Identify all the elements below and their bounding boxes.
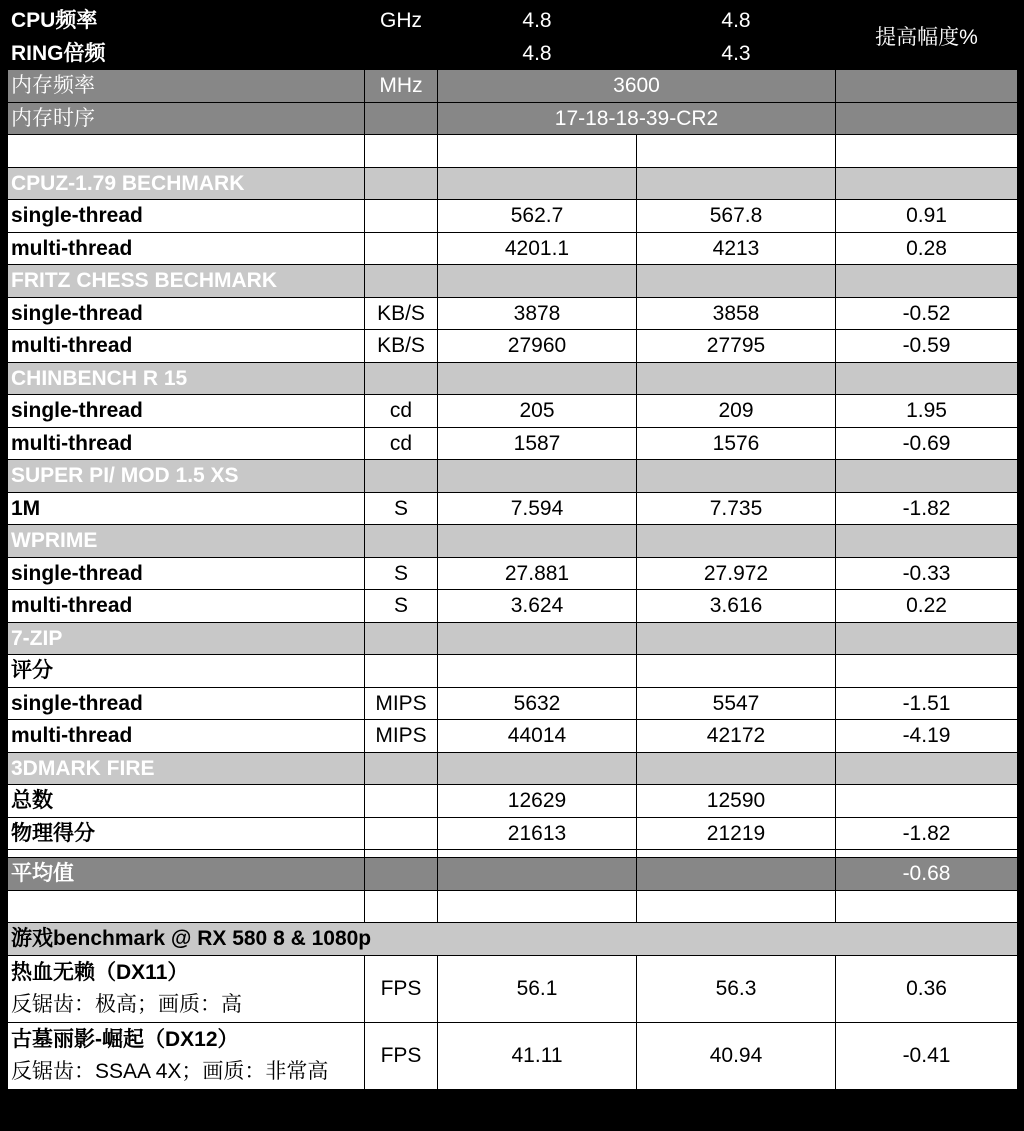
unit-cell: [365, 785, 438, 818]
value-b-cell: 56.3: [637, 955, 836, 1022]
header-row-cpu: [8, 5, 1018, 38]
value-b-cell: [637, 362, 836, 395]
row-label: 内存时序: [8, 102, 365, 135]
row-label: single-thread: [8, 395, 365, 428]
pct-cell: [836, 70, 1018, 103]
row-label: single-thread: [8, 687, 365, 720]
unit-cell: [365, 752, 438, 785]
pct-cell: 0.28: [836, 232, 1018, 265]
value-a-cell: 3878: [438, 297, 637, 330]
value-b-cell: 12590: [637, 785, 836, 818]
memory-timing-row: [8, 102, 1018, 135]
value-a-cell: 4201.1: [438, 232, 637, 265]
game-label-cell: [8, 955, 365, 1022]
section-title: 7-ZIP: [8, 622, 365, 655]
value-b-cell: 40.94: [637, 1022, 836, 1089]
spacer-row: [8, 850, 1018, 858]
pct-cell: -0.33: [836, 557, 1018, 590]
blank-row: [8, 135, 1018, 168]
game-title: 古墓丽影-崛起（DX12）: [11, 1028, 239, 1051]
value-a-cell: [438, 167, 637, 200]
benchmark-row: [8, 492, 1018, 525]
unit-cell: cd: [365, 395, 438, 428]
value-a-cell: 3.624: [438, 590, 637, 623]
benchmark-sections: [8, 167, 1018, 850]
game-row: [8, 1022, 1018, 1089]
value-a-cell: 12629: [438, 785, 637, 818]
memory-freq-row: [8, 70, 1018, 103]
value-b-cell: 567.8: [637, 200, 836, 233]
unit-cell: [365, 37, 438, 70]
value-a-cell: [438, 525, 637, 558]
improve-header: 提高幅度%: [836, 5, 1018, 70]
value-b-cell: 4.8: [637, 5, 836, 38]
value-a-cell: 56.1: [438, 955, 637, 1022]
unit-cell: [365, 265, 438, 298]
value-a-cell: 5632: [438, 687, 637, 720]
benchmark-row: [8, 200, 1018, 233]
pct-cell: -0.59: [836, 330, 1018, 363]
pct-cell: 0.22: [836, 590, 1018, 623]
section-header-row: [8, 752, 1018, 785]
section-title: CPUZ-1.79 BECHMARK: [8, 167, 365, 200]
value-b-cell: 5547: [637, 687, 836, 720]
pct-cell: [836, 167, 1018, 200]
benchmark-row: [8, 687, 1018, 720]
pct-cell: [836, 525, 1018, 558]
pct-cell: [836, 460, 1018, 493]
value-b-cell: 3.616: [637, 590, 836, 623]
memory-value-cell: 3600: [438, 70, 836, 103]
unit-cell: FPS: [365, 1022, 438, 1089]
unit-cell: KB/S: [365, 330, 438, 363]
pct-cell: 0.91: [836, 200, 1018, 233]
pct-cell: [836, 102, 1018, 135]
value-b-cell: 27795: [637, 330, 836, 363]
row-label: CPU频率: [8, 5, 365, 38]
value-a-cell: [438, 622, 637, 655]
unit-cell: MIPS: [365, 720, 438, 753]
row-label: single-thread: [8, 557, 365, 590]
game-settings: 反锯齿：SSAA 4X；画质：非常高: [11, 1059, 329, 1083]
pct-cell: -4.19: [836, 720, 1018, 753]
pct-cell: [836, 622, 1018, 655]
blank-row: [8, 890, 1018, 923]
pct-cell: -0.52: [836, 297, 1018, 330]
benchmark-table: [7, 4, 1018, 1090]
section-title: SUPER PI/ MOD 1.5 XS: [8, 460, 365, 493]
benchmark-row: [8, 720, 1018, 753]
unit-cell: [365, 622, 438, 655]
row-label: multi-thread: [8, 427, 365, 460]
value-b-cell: 27.972: [637, 557, 836, 590]
row-label: 评分: [8, 655, 365, 688]
row-label: multi-thread: [8, 232, 365, 265]
row-label: single-thread: [8, 297, 365, 330]
value-b-cell: [637, 525, 836, 558]
unit-cell: [365, 525, 438, 558]
benchmark-row: [8, 395, 1018, 428]
unit-cell: [365, 460, 438, 493]
unit-cell: MHz: [365, 70, 438, 103]
pct-cell: -1.82: [836, 817, 1018, 850]
value-b-cell: 7.735: [637, 492, 836, 525]
value-b-cell: 42172: [637, 720, 836, 753]
pct-cell: [836, 785, 1018, 818]
memory-value-cell: 17-18-18-39-CR2: [438, 102, 836, 135]
value-a-cell: 21613: [438, 817, 637, 850]
value-a-cell: 44014: [438, 720, 637, 753]
value-a-cell: 7.594: [438, 492, 637, 525]
unit-cell: S: [365, 557, 438, 590]
unit-cell: KB/S: [365, 297, 438, 330]
unit-cell: FPS: [365, 955, 438, 1022]
section-header-row: [8, 622, 1018, 655]
section-header-row: [8, 460, 1018, 493]
value-b-cell: 1576: [637, 427, 836, 460]
row-label: 物理得分: [8, 817, 365, 850]
value-b-cell: [637, 622, 836, 655]
pct-cell: [836, 265, 1018, 298]
value-b-cell: 4.3: [637, 37, 836, 70]
unit-cell: [365, 232, 438, 265]
value-a-cell: 562.7: [438, 200, 637, 233]
value-b-cell: 209: [637, 395, 836, 428]
pct-cell: [836, 752, 1018, 785]
row-label: 总数: [8, 785, 365, 818]
game-title: 热血无赖（DX11）: [11, 961, 189, 984]
row-label: multi-thread: [8, 330, 365, 363]
unit-cell: cd: [365, 427, 438, 460]
row-label: multi-thread: [8, 590, 365, 623]
row-label: 内存频率: [8, 70, 365, 103]
value-b-cell: [637, 460, 836, 493]
value-a-cell: [438, 362, 637, 395]
value-a-cell: [438, 265, 637, 298]
value-b-cell: 21219: [637, 817, 836, 850]
pct-cell: 0.36: [836, 955, 1018, 1022]
game-label-cell: [8, 1022, 365, 1089]
value-a-cell: 41.11: [438, 1022, 637, 1089]
average-row: [8, 858, 1018, 891]
value-a-cell: 4.8: [438, 37, 637, 70]
pct-cell: -0.69: [836, 427, 1018, 460]
section-title: FRITZ CHESS BECHMARK: [8, 265, 365, 298]
game-settings: 反锯齿：极高；画质：高: [11, 992, 242, 1016]
unit-cell: [365, 817, 438, 850]
benchmark-row: [8, 330, 1018, 363]
value-b-cell: [637, 655, 836, 688]
value-a-cell: 1587: [438, 427, 637, 460]
game-rows: [8, 955, 1018, 1089]
unit-cell: [365, 200, 438, 233]
value-a-cell: 205: [438, 395, 637, 428]
value-a-cell: [438, 752, 637, 785]
games-title: 游戏benchmark @ RX 580 8 & 1080p: [8, 923, 1018, 956]
games-header-row: [8, 923, 1018, 956]
value-a-cell: 27960: [438, 330, 637, 363]
benchmark-row: [8, 655, 1018, 688]
game-row: [8, 955, 1018, 1022]
unit-cell: [365, 167, 438, 200]
section-title: 3DMARK FIRE: [8, 752, 365, 785]
value-a-cell: [438, 460, 637, 493]
benchmark-row: [8, 557, 1018, 590]
row-label: RING倍频: [8, 37, 365, 70]
row-label: multi-thread: [8, 720, 365, 753]
value-b-cell: [637, 752, 836, 785]
benchmark-row: [8, 817, 1018, 850]
benchmark-row: [8, 297, 1018, 330]
value-a-cell: 27.881: [438, 557, 637, 590]
unit-cell: GHz: [365, 5, 438, 38]
value-b-cell: [637, 167, 836, 200]
section-header-row: [8, 265, 1018, 298]
unit-cell: [365, 655, 438, 688]
row-label: 1M: [8, 492, 365, 525]
unit-cell: S: [365, 590, 438, 623]
average-label: 平均值: [8, 858, 365, 891]
value-a-cell: 4.8: [438, 5, 637, 38]
benchmark-row: [8, 590, 1018, 623]
pct-cell: -1.82: [836, 492, 1018, 525]
section-header-row: [8, 525, 1018, 558]
pct-cell: -0.41: [836, 1022, 1018, 1089]
benchmark-row: [8, 232, 1018, 265]
section-title: CHINBENCH R 15: [8, 362, 365, 395]
pct-cell: [836, 362, 1018, 395]
value-b-cell: 4213: [637, 232, 836, 265]
pct-cell: -1.51: [836, 687, 1018, 720]
unit-cell: MIPS: [365, 687, 438, 720]
unit-cell: [365, 102, 438, 135]
unit-cell: S: [365, 492, 438, 525]
value-b-cell: 3858: [637, 297, 836, 330]
average-pct: -0.68: [836, 858, 1018, 891]
value-b-cell: [637, 265, 836, 298]
value-a-cell: [438, 655, 637, 688]
pct-cell: [836, 655, 1018, 688]
benchmark-row: [8, 785, 1018, 818]
row-label: single-thread: [8, 200, 365, 233]
benchmark-row: [8, 427, 1018, 460]
section-title: WPRIME: [8, 525, 365, 558]
pct-cell: 1.95: [836, 395, 1018, 428]
section-header-row: [8, 362, 1018, 395]
section-header-row: [8, 167, 1018, 200]
unit-cell: [365, 362, 438, 395]
